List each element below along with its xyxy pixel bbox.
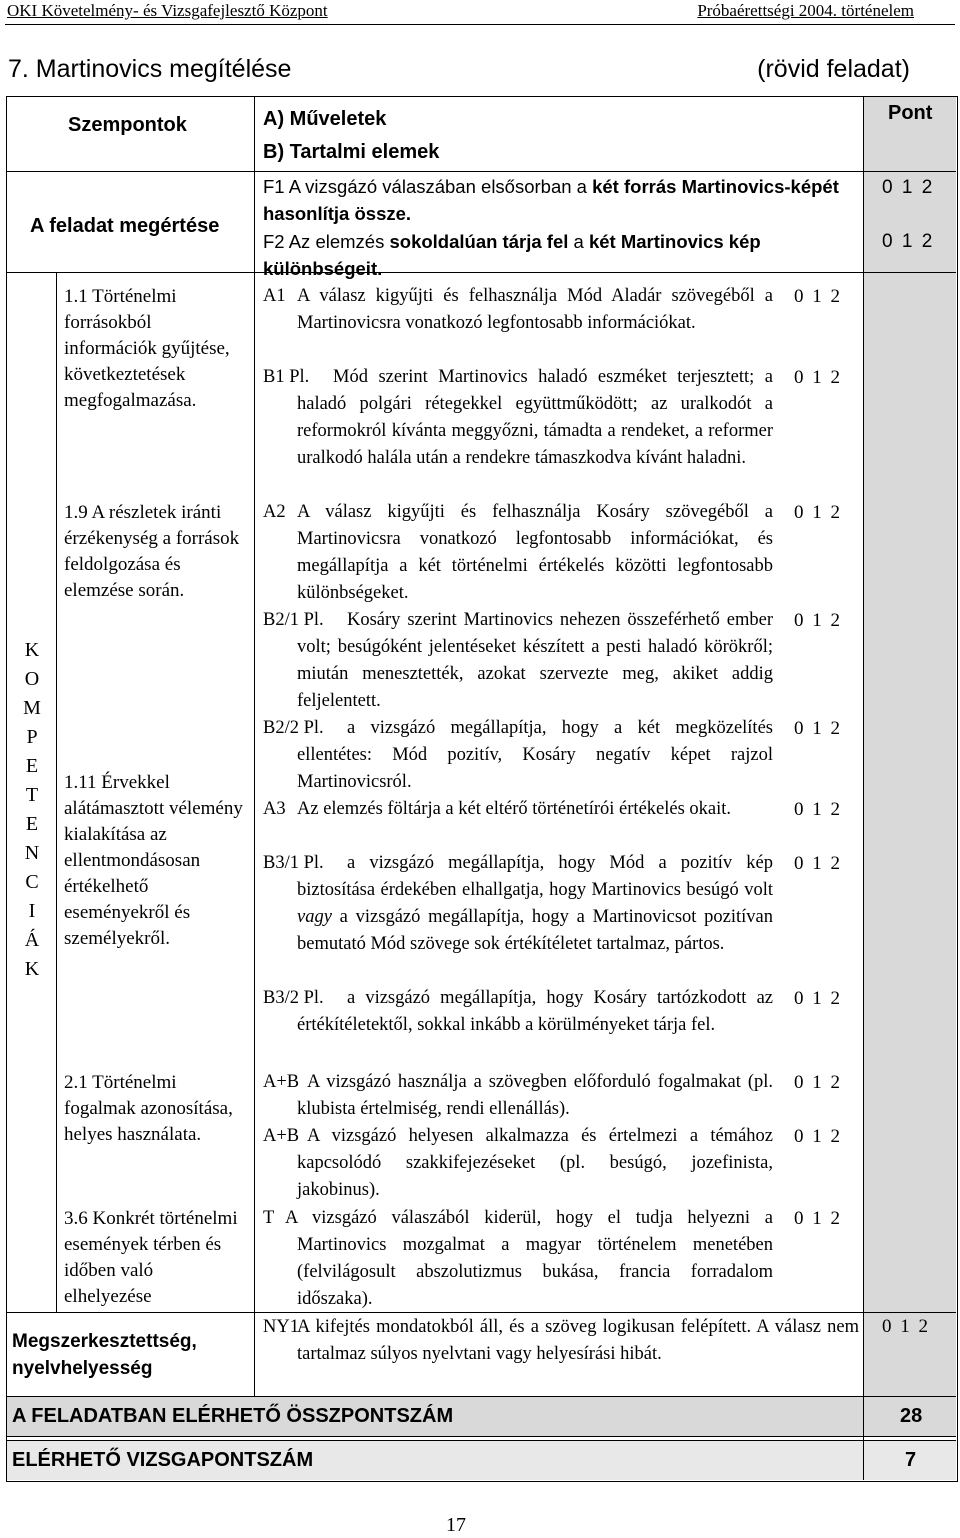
f1-row xyxy=(263,173,859,227)
operations-header: A) Műveletek xyxy=(263,108,387,130)
task-type: (rövid feladat) xyxy=(757,55,910,83)
competencies-vertical-label: K O M P E T E N C I Á K xyxy=(23,639,41,980)
f1-text-bold: két forrás Martinovics-képét hasonlítja össze. xyxy=(263,176,839,224)
criterion-1-9: 1.9 A részletek iránti érzékenység a források feldolgozása és elemzése során. xyxy=(64,502,240,601)
points-header: Pont xyxy=(888,102,933,124)
item-b3-2-points: 0 1 2 xyxy=(794,988,840,1009)
f1-text-pre: A vizsgázó válaszában elsősorban a xyxy=(288,176,593,197)
f1-points: 0 1 2 xyxy=(882,177,933,198)
item-ab-2-points: 0 1 2 xyxy=(794,1126,840,1147)
coherence-label: Megszerkesztettség, nyelvhelyesség xyxy=(12,1331,197,1379)
total-points-label: A FELADATBAN ELÉRHETŐ ÖSSZPONTSZÁM xyxy=(12,1405,454,1427)
criterion-2-1: 2.1 Történelmi fogalmak azonosítása, helyes használata. xyxy=(64,1072,233,1145)
content-header: B) Tartalmi elemek xyxy=(263,141,440,163)
item-t-points: 0 1 2 xyxy=(794,1208,840,1229)
f2-text-mid: a xyxy=(568,231,589,252)
item-ny1-points: 0 1 2 xyxy=(882,1316,928,1337)
header-exam: Próbaérettségi 2004. történelem xyxy=(697,1,914,20)
criteria-header: Szempontok xyxy=(68,114,187,136)
item-a3-points: 0 1 2 xyxy=(794,799,840,820)
f2-text-bold2: két Martinovics kép különbségeit. xyxy=(263,231,761,279)
item-b2-2-points: 0 1 2 xyxy=(794,718,840,739)
header-row-rule xyxy=(6,171,956,172)
f1-label: F1 xyxy=(263,176,285,197)
vertical-col-divider xyxy=(56,272,57,1312)
task-understanding-label: A feladat megértése xyxy=(30,215,220,237)
criterion-3-6: 3.6 Konkrét történelmi események térben és időben való elhelyezése xyxy=(64,1208,238,1307)
item-b3-1-points: 0 1 2 xyxy=(794,853,840,874)
total-value-divider xyxy=(863,1396,864,1480)
task-title: 7. Martinovics megítélése xyxy=(8,55,292,83)
criterion-1-1: 1.1 Történelmi forrásokból információk gyűjtése, következtetések megfogalmazása. xyxy=(64,286,230,411)
criteria-divider xyxy=(254,96,255,1396)
f2-text-pre: Az elemzés xyxy=(288,231,390,252)
header-rule xyxy=(5,24,955,25)
item-a2-points: 0 1 2 xyxy=(794,502,840,523)
page-number: 17 xyxy=(446,1514,466,1536)
f2-row xyxy=(263,228,859,282)
points-divider xyxy=(863,96,864,1396)
coherence-rule xyxy=(6,1396,956,1397)
page-header xyxy=(0,0,960,22)
total-rule-2 xyxy=(6,1440,956,1441)
item-b1-points: 0 1 2 xyxy=(794,367,840,388)
total-points-value: 28 xyxy=(900,1405,923,1427)
item-ab-1-points: 0 1 2 xyxy=(794,1072,840,1093)
exam-points-value: 7 xyxy=(905,1449,917,1471)
criterion-1-11: 1.11 Érvekkel alátámasztott vélemény kialakítása az ellentmondásosan értékelhető eseményekről és személyekről. xyxy=(64,772,243,949)
header-institution: OKI Követelmény- és Vizsgafejlesztő Központ xyxy=(7,1,328,20)
total-rule-1 xyxy=(6,1436,956,1437)
f2-label: F2 xyxy=(263,231,285,252)
f2-text-bold: sokoldalúan tárja fel xyxy=(389,231,569,252)
exam-points-label: ELÉRHETŐ VIZSGAPONTSZÁM xyxy=(12,1449,314,1471)
item-a1-points: 0 1 2 xyxy=(794,286,840,307)
item-b2-1-points: 0 1 2 xyxy=(794,610,840,631)
f2-points: 0 1 2 xyxy=(882,231,933,252)
